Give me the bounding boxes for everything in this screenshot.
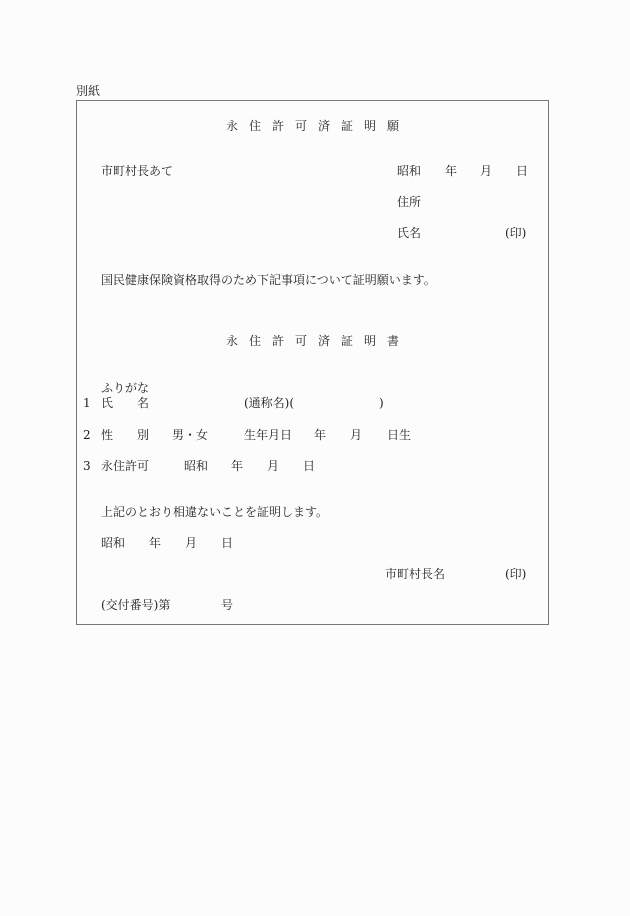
request-date-day: 日 xyxy=(516,164,529,178)
item-2-month: 月 xyxy=(350,428,363,442)
cert-date-era: 昭和 xyxy=(101,536,126,550)
item-2-birth-label: 生年月日 xyxy=(244,428,293,442)
request-seal: (印) xyxy=(505,226,527,240)
item-3-day: 日 xyxy=(303,459,316,473)
request-date-month: 月 xyxy=(480,164,493,178)
item-1-label-b: 名 xyxy=(137,396,150,410)
address-label: 住所 xyxy=(397,195,422,209)
request-date-era: 昭和 xyxy=(397,164,422,178)
furigana-label: ふりがな xyxy=(101,381,150,395)
item-2-number: 2 xyxy=(83,428,91,442)
issue-number-suffix: 号 xyxy=(221,598,234,612)
statement: 上記のとおり相違ないことを証明します。 xyxy=(101,505,329,519)
item-3-year: 年 xyxy=(231,459,244,473)
item-2-day: 日生 xyxy=(387,428,412,442)
cert-seal: (印) xyxy=(505,567,527,581)
request-body: 国民健康保険資格取得のため下記事項について証明願います。 xyxy=(101,273,436,287)
item-3-month: 月 xyxy=(267,459,280,473)
item-3-number: 3 xyxy=(83,459,91,473)
item-3-label: 永住許可 xyxy=(101,459,150,473)
item-2-label-b: 別 xyxy=(137,428,150,442)
mayor-label: 市町村長名 xyxy=(385,567,446,581)
request-date-year: 年 xyxy=(445,164,458,178)
item-2-label-a: 性 xyxy=(101,428,114,442)
issue-number-label: (交付番号)第 xyxy=(101,598,171,612)
attachment-label: 別紙 xyxy=(76,84,101,98)
certificate-title: 永住許可済証明書 xyxy=(226,334,411,348)
item-1-alias: (通称名)( xyxy=(244,396,295,410)
item-1-label-a: 氏 xyxy=(101,396,114,410)
item-1-alias-close: ) xyxy=(379,396,384,410)
cert-date-month: 月 xyxy=(185,536,198,550)
item-3-era: 昭和 xyxy=(184,459,209,473)
item-1-number: 1 xyxy=(83,396,91,410)
cert-date-day: 日 xyxy=(221,536,234,550)
name-label: 氏名 xyxy=(397,226,422,240)
form-frame xyxy=(76,100,549,625)
addressee: 市町村長あて xyxy=(101,164,174,178)
item-2-year: 年 xyxy=(314,428,327,442)
cert-date-year: 年 xyxy=(149,536,162,550)
item-2-gender: 男・女 xyxy=(172,428,209,442)
request-title: 永住許可済証明願 xyxy=(226,119,411,133)
